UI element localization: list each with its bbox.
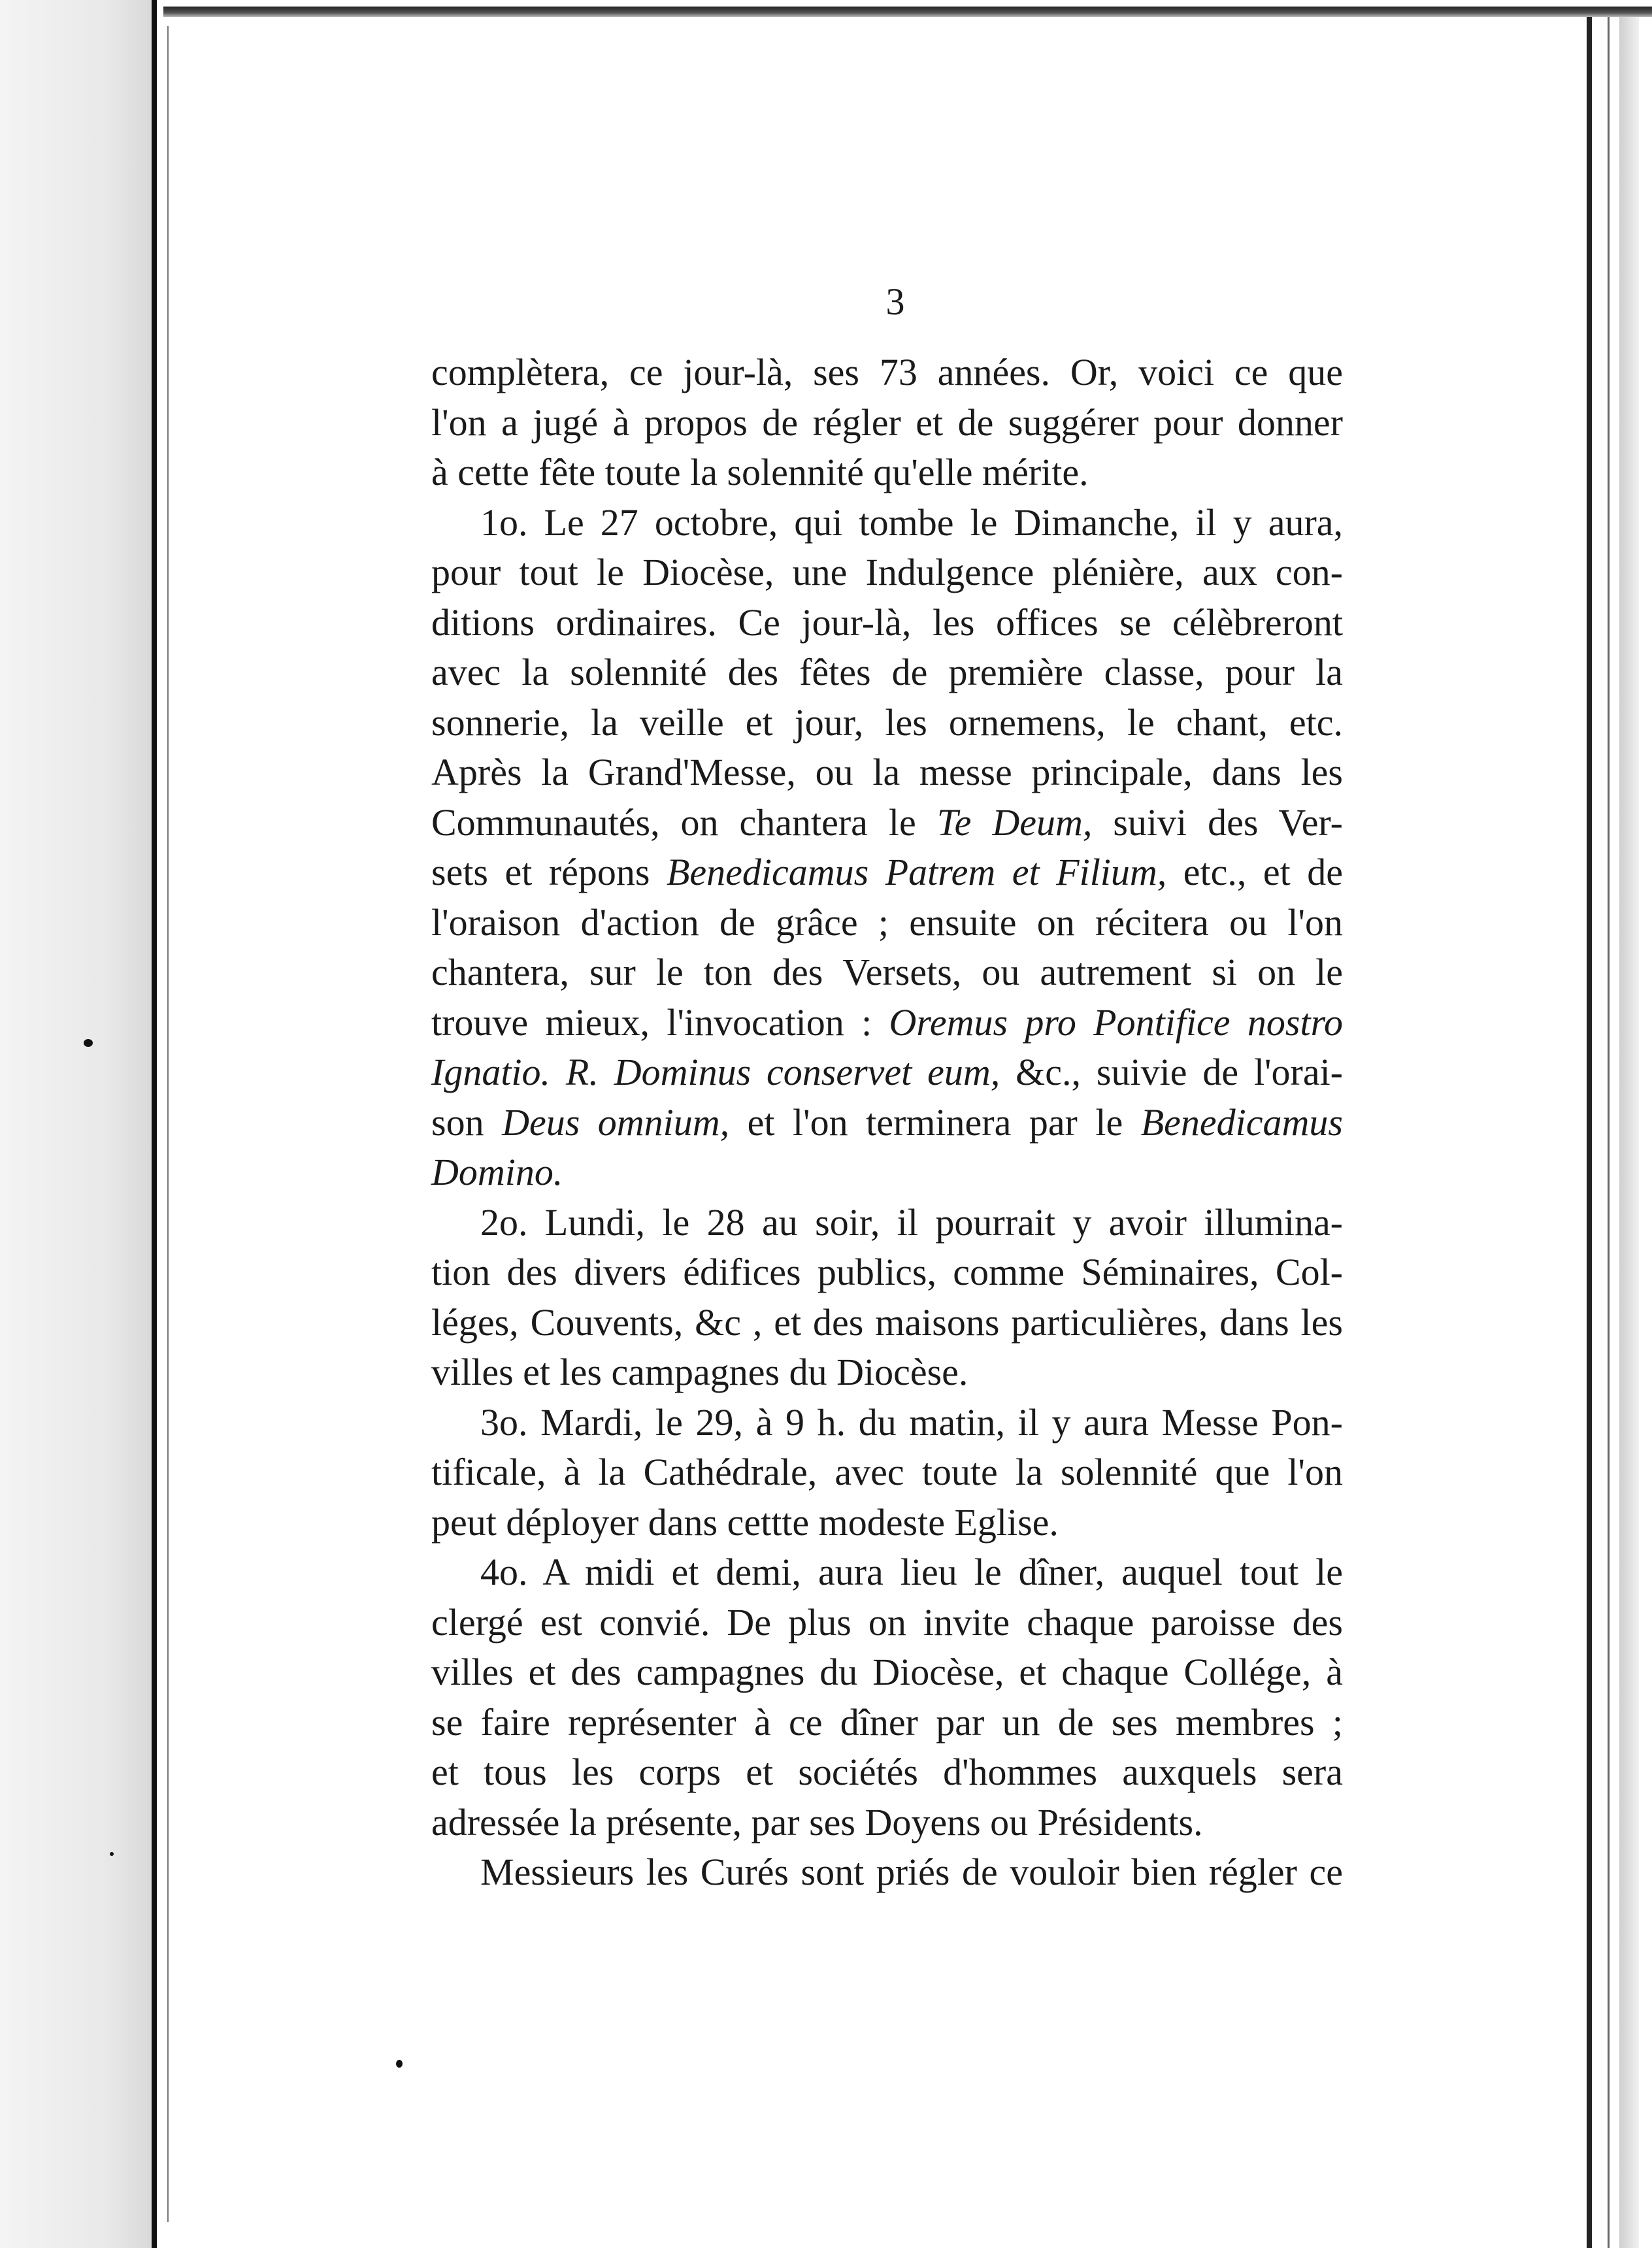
text-run: et tous les corps et sociétés d'hommes auxquels sera [431, 1751, 1343, 1793]
scan-speck [110, 1852, 114, 1856]
text-line [431, 1398, 1343, 1448]
text-line [431, 898, 1343, 948]
text-run: &c., suivie de l'orai- [1000, 1051, 1343, 1093]
body-text [431, 348, 1343, 1898]
text-line [431, 498, 1343, 548]
text-run: tificale, à la Cathédrale, avec toute la solennité que l'on [431, 1451, 1343, 1493]
text-run: villes et des campagnes du Diocèse, et chaque Collége, à [431, 1651, 1343, 1693]
text-line [431, 1298, 1343, 1348]
text-run: pour tout le Diocèse, une Indulgence plénière, aux con- [431, 551, 1343, 593]
text-line [431, 798, 1343, 848]
page-gutter [0, 0, 152, 2248]
text-run: l'on a jugé à propos de régler et de suggérer pour donner [431, 401, 1343, 444]
text-run: sets et répons [431, 851, 667, 893]
text-run: tion des divers édifices publics, comme Séminaires, Col- [431, 1251, 1343, 1293]
text-run: chantera, sur le ton des Versets, ou autrement si on le [431, 951, 1343, 993]
text-line [431, 1598, 1343, 1648]
top-edge [163, 7, 1652, 17]
italic-text: Deus omnium, [502, 1100, 730, 1144]
text-line [431, 698, 1343, 748]
scan-speck [396, 2060, 403, 2068]
text-run: suivi des Ver- [1092, 801, 1343, 844]
text-run: etc., et de [1166, 851, 1343, 893]
italic-text: Te Deum, [936, 801, 1093, 844]
text-line [431, 1447, 1343, 1498]
text-line [431, 1498, 1343, 1548]
text-line [431, 1698, 1343, 1748]
text-run: ditions ordinaires. Ce jour-là, les offices se célèbreront [431, 601, 1343, 644]
text-run: villes et les campagnes du Diocèse. [431, 1351, 968, 1393]
text-run: léges, Couvents, &c , et des maisons particulières, dans les [431, 1300, 1343, 1344]
text-run: adressée la présente, par ses Doyens ou Présidents. [431, 1800, 1203, 1843]
text-line [431, 1347, 1343, 1398]
right-page-edge [1619, 17, 1639, 2248]
text-line [431, 348, 1343, 398]
text-line [431, 1798, 1343, 1848]
text-run: son [431, 1100, 503, 1144]
italic-text: Domino. [431, 1151, 563, 1193]
text-line [431, 598, 1343, 648]
text-line [431, 948, 1343, 998]
text-run: clergé est convié. De plus on invite chaque paroisse des [431, 1600, 1343, 1644]
text-run: Après la Grand'Messe, ou la messe principale, dans les [431, 751, 1343, 793]
text-line [431, 548, 1343, 598]
text-line [431, 848, 1343, 898]
text-run: trouve mieux, l'invocation : [431, 1000, 889, 1044]
text-run: sonnerie, la veille et jour, les ornemens, le chant, etc. [431, 701, 1343, 744]
text-run: 1o. Le 27 octobre, qui tombe le Dimanche, il y aura, [480, 501, 1343, 544]
text-run: à cette fête toute la solennité qu'elle mérite. [431, 451, 1089, 493]
text-run: et l'on terminera par le [729, 1100, 1141, 1144]
text-line [431, 1847, 1343, 1898]
italic-text: Benedicamus [1140, 1100, 1343, 1144]
binding-edge [152, 0, 157, 2248]
text-run: Messieurs les Curés sont priés de vouloir bien régler ce [480, 1851, 1343, 1893]
text-line [431, 1547, 1343, 1598]
italic-text: Ignatio. R. Dominus conservet eum, [431, 1051, 1000, 1093]
page-number: 3 [885, 280, 905, 323]
text-line [431, 748, 1343, 798]
text-run: avec la solennité des fêtes de première classe, pour la [431, 651, 1343, 693]
right-edge-rule-inner [1608, 17, 1610, 2248]
right-edge-rule [1587, 17, 1592, 2248]
italic-text: Benedicamus Patrem et Filium, [666, 851, 1167, 893]
text-line [431, 1647, 1343, 1698]
text-run: peut déployer dans cettte modeste Eglise. [431, 1500, 1059, 1544]
text-line [431, 1747, 1343, 1798]
text-line [431, 1098, 1343, 1148]
scan-speck [84, 1039, 93, 1047]
text-run: Communautés, on chantera le [431, 801, 937, 844]
text-line [431, 448, 1343, 498]
text-line [431, 1148, 1343, 1198]
text-line [431, 1248, 1343, 1298]
text-line [431, 648, 1343, 698]
text-line [431, 1048, 1343, 1098]
text-run: se faire représenter à ce dîner par un de ses membres ; [431, 1700, 1343, 1744]
text-line [431, 398, 1343, 448]
text-run: 4o. A midi et demi, aura lieu le dîner, auquel tout le [480, 1551, 1343, 1593]
italic-text: Oremus pro Pontifice nostro [889, 1000, 1343, 1044]
text-run: 2o. Lundi, le 28 au soir, il pourrait y avoir illumina- [480, 1200, 1343, 1244]
text-line [431, 1198, 1343, 1248]
text-line [431, 998, 1343, 1048]
text-run: 3o. Mardi, le 29, à 9 h. du matin, il y aura Messe Pon- [480, 1400, 1343, 1444]
text-run: l'oraison d'action de grâce ; ensuite on récitera ou l'on [431, 901, 1343, 944]
text-run: complètera, ce jour-là, ses 73 années. Or, voici ce que [431, 351, 1343, 393]
binding-edge-inner [167, 26, 169, 2222]
